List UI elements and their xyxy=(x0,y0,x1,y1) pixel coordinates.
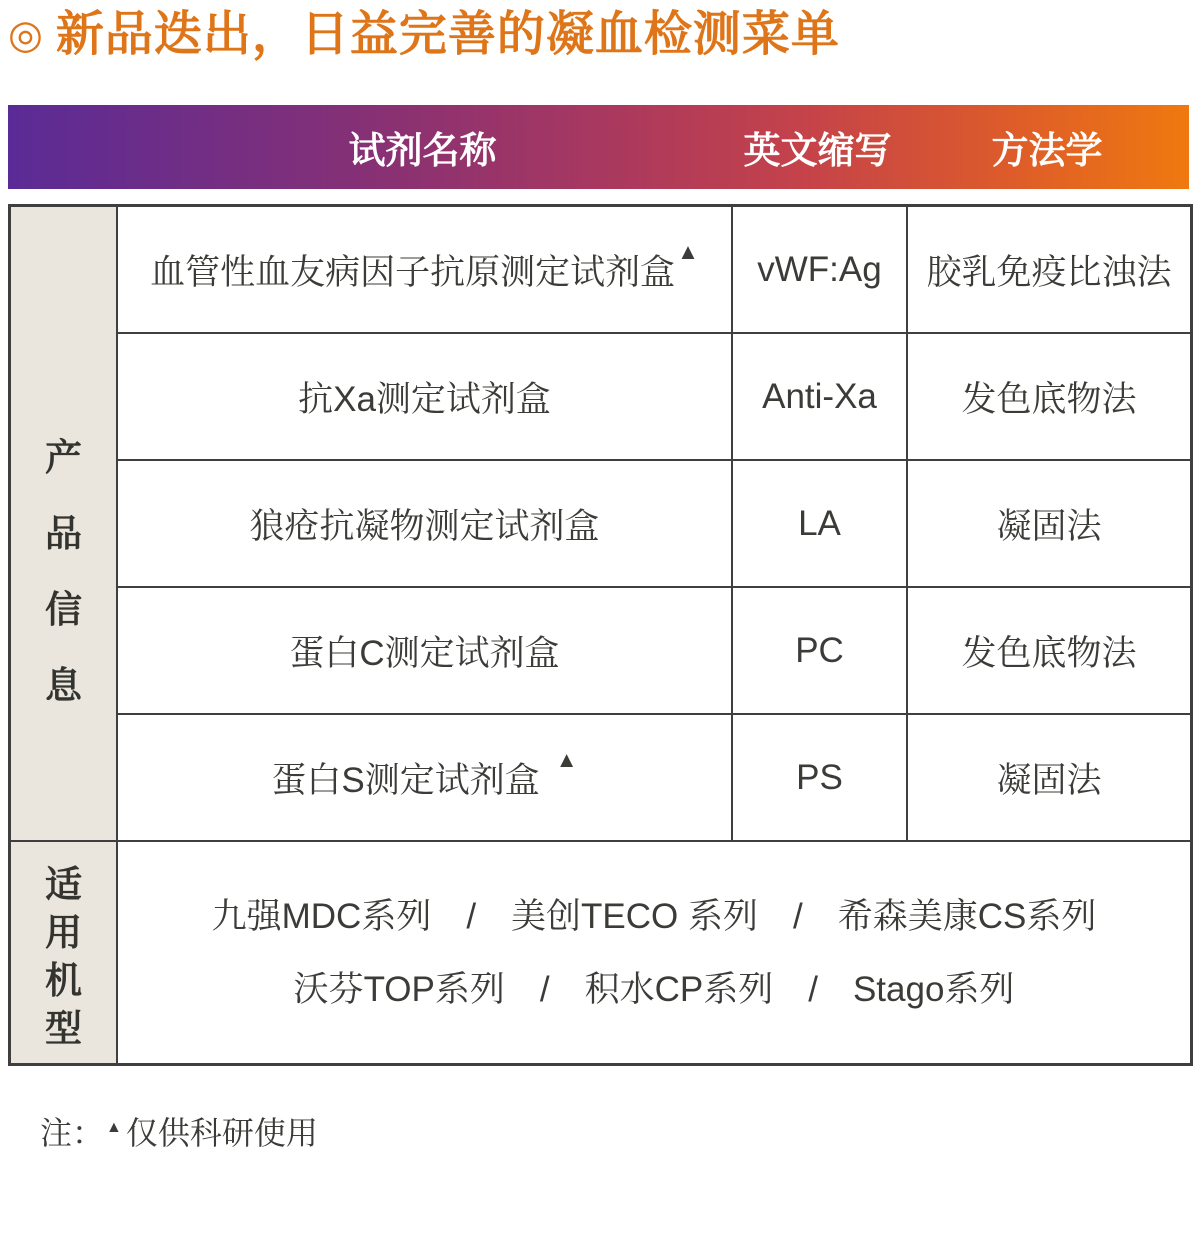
row-group-applicable-models xyxy=(10,841,117,1064)
title-bullet-icon: ◎ xyxy=(8,13,44,57)
abbreviation-cell: LA xyxy=(732,460,907,587)
footnote-prefix: 注： xyxy=(40,1115,105,1151)
method-cell: 胶乳免疫比浊法 xyxy=(907,206,1191,333)
header-spacer xyxy=(8,105,115,189)
reagent-name-cell xyxy=(117,206,732,333)
product-table xyxy=(8,204,1193,1066)
page-title-text: 新品迭出，日益完善的凝血检测菜单 xyxy=(55,7,840,61)
applicable-models-cell xyxy=(117,841,1191,1064)
method-cell: 凝固法 xyxy=(907,714,1191,841)
reagent-name-cell: 抗Xa测定试剂盒 xyxy=(117,333,732,460)
footnote xyxy=(40,1108,1191,1154)
column-header-reagent-name: 试剂名称 xyxy=(348,130,497,171)
reagent-name-cell xyxy=(117,714,732,841)
abbreviation-cell: vWF:Ag xyxy=(732,206,907,333)
abbreviation-cell: PS xyxy=(732,714,907,841)
research-only-marker-icon: ▲ xyxy=(555,747,578,772)
method-cell: 发色底物法 xyxy=(907,587,1191,714)
footnote-text: 仅供科研使用 xyxy=(125,1115,318,1151)
vertical-label-char: 用 xyxy=(45,912,82,953)
vertical-label-char: 机 xyxy=(45,960,82,1001)
research-only-marker-icon: ▲ xyxy=(677,239,699,264)
vertical-label-char: 信 xyxy=(45,588,82,630)
vertical-label-char: 品 xyxy=(45,512,82,554)
row-group-product-info xyxy=(10,206,117,841)
table-header-band xyxy=(8,105,1189,189)
vertical-label-char: 息 xyxy=(45,664,82,706)
triangle-marker-icon: ▲ xyxy=(106,1119,122,1136)
method-cell: 发色底物法 xyxy=(907,333,1191,460)
vertical-label-char: 产 xyxy=(45,436,82,478)
models-line-2: 沃芬TOP系列 / 积水CP系列 / Stago系列 xyxy=(293,969,1015,1009)
reagent-name-cell: 狼疮抗凝物测定试剂盒 xyxy=(117,460,732,587)
reagent-name: 血管性血友病因子抗原测定试剂盒 xyxy=(150,252,676,292)
column-header-abbreviation: 英文缩写 xyxy=(743,130,892,171)
reagent-name-cell: 蛋白C测定试剂盒 xyxy=(117,587,732,714)
abbreviation-cell: Anti-Xa xyxy=(732,333,907,460)
abbreviation-cell: PC xyxy=(732,587,907,714)
method-cell: 凝固法 xyxy=(907,460,1191,587)
vertical-label-char: 适 xyxy=(45,864,82,905)
column-header-methodology: 方法学 xyxy=(991,130,1103,171)
reagent-name: 蛋白S测定试剂盒 xyxy=(271,760,540,800)
models-line-1: 九强MDC系列 / 美创TECO 系列 / 希森美康CS系列 xyxy=(211,896,1097,936)
page-title xyxy=(8,6,1191,64)
vertical-label-char: 型 xyxy=(45,1008,82,1049)
